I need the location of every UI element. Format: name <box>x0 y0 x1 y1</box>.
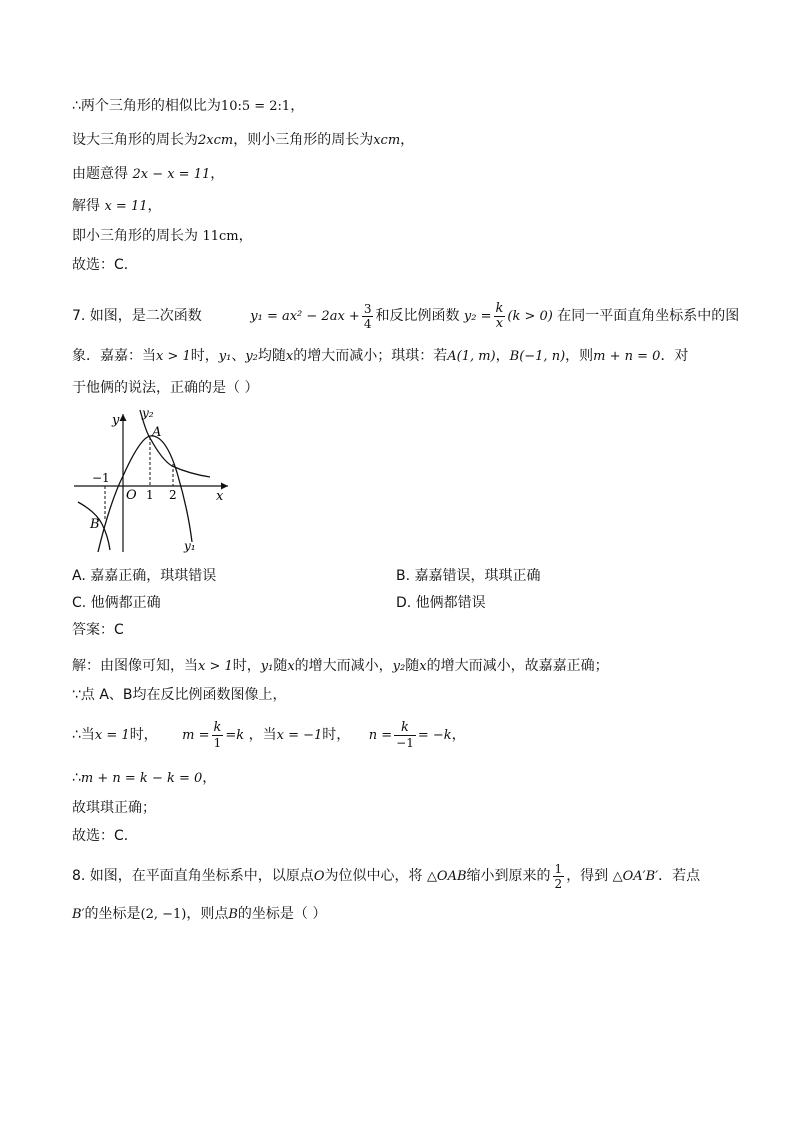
fraction <box>212 721 224 750</box>
q7-sol-line-2: ∵点 A、B均在反比例函数图像上， <box>72 687 287 703</box>
q8-line-2 <box>72 904 326 925</box>
math: y₁ <box>260 659 274 674</box>
q7-sol-line-4 <box>72 768 216 789</box>
math: △OAB <box>426 869 467 884</box>
fraction <box>394 721 416 750</box>
text: 7. 如图，是二次函数 <box>72 308 202 324</box>
text: ∴两个三角形的相似比为 <box>72 98 221 114</box>
math: y₂ = <box>463 309 492 324</box>
ratio-math: 10:5 = 2:1 <box>220 99 291 114</box>
math: y₁ = ax² − 2ax + <box>250 309 360 324</box>
math: B <box>228 907 238 922</box>
label-neg1: −1 <box>92 471 110 485</box>
option-C[interactable]: C. 他俩都正确 <box>72 595 161 611</box>
numerator: 1 <box>554 861 563 876</box>
option-A[interactable]: A. 嘉嘉正确，琪琪错误 <box>72 568 217 584</box>
sol6-line-6: 故选：C． <box>72 257 138 273</box>
math: xcm <box>373 133 401 148</box>
math: O <box>313 869 325 884</box>
parabola-y1 <box>98 436 192 552</box>
option-D[interactable]: D. 他俩都错误 <box>396 595 486 611</box>
label-2: 2 <box>169 488 177 502</box>
q7-graph <box>70 402 240 557</box>
sol6-line-5 <box>72 226 253 247</box>
math: m = <box>182 728 210 743</box>
q7-sol-line-1 <box>72 656 609 677</box>
text: 的增大而减小，故嘉嘉正确； <box>426 658 609 674</box>
math: n = <box>368 728 393 743</box>
text: 时， <box>322 727 351 743</box>
math: x <box>285 349 294 364</box>
numerator: k <box>213 719 222 735</box>
math: 11cm <box>202 229 239 244</box>
math: 2xcm <box>198 133 234 148</box>
math: x > 1 <box>198 659 233 674</box>
q7-line-2 <box>72 346 688 367</box>
text: 和反比例函数 <box>375 308 460 324</box>
text: 时， <box>232 658 261 674</box>
denominator: 2 <box>554 876 563 891</box>
text: ， <box>202 770 217 786</box>
text: 随 <box>273 658 288 674</box>
sol6-line-4 <box>72 196 161 217</box>
q7-line-1 <box>72 294 739 338</box>
math: = −k <box>417 728 452 743</box>
q7-line-3: 于他俩的说法，正确的是（ ） <box>72 380 259 396</box>
text: ，得到 <box>566 868 609 884</box>
label-1: 1 <box>146 488 154 502</box>
text: 即小三角形的周长为 <box>72 228 198 244</box>
text: 8. 如图，在平面直角坐标系中，以原点 <box>72 868 314 884</box>
text: 的增大而减小， <box>294 658 393 674</box>
denominator: −1 <box>396 735 414 750</box>
option-B[interactable]: B. 嘉嘉错误，琪琪正确 <box>396 568 541 584</box>
math: A(1, m) <box>447 349 496 364</box>
math: x > 1 <box>156 349 191 364</box>
math: y₂ <box>392 659 406 674</box>
text: ，则点 <box>186 906 229 922</box>
label-x: x <box>216 489 224 504</box>
text: ．若点 <box>658 868 701 884</box>
math: x = 1 <box>94 728 130 743</box>
text: ， <box>238 228 253 244</box>
text: ， <box>495 348 510 364</box>
numerator: k <box>495 300 504 316</box>
math: y₁ <box>218 349 232 364</box>
text: ， <box>210 166 225 182</box>
text: ．对 <box>660 348 689 364</box>
math: x = 11 <box>104 199 148 214</box>
text: 在同一平面直角坐标系中的图 <box>557 308 740 324</box>
text: 缩小到原来的 <box>466 868 551 884</box>
math: (2, −1) <box>140 907 187 922</box>
numerator: 3 <box>363 301 372 316</box>
math: x <box>287 659 295 674</box>
text: ， <box>400 132 415 148</box>
text: 象．嘉嘉：当 <box>72 348 156 364</box>
text: ， <box>451 727 466 743</box>
text: 解：由图像可知，当 <box>72 658 198 674</box>
math: m + n = k − k = 0 <box>80 771 203 786</box>
text: 的增大而减小；琪琪：若 <box>293 348 448 364</box>
denominator: x <box>495 315 504 331</box>
text: ，当 <box>248 727 277 743</box>
q8-line-1 <box>72 856 700 896</box>
math: m + n = 0 <box>593 349 661 364</box>
text: 随 <box>405 658 420 674</box>
sol6-line-2 <box>72 130 414 151</box>
math: 2x − x = 11 <box>132 167 211 182</box>
label-y1: y₁ <box>184 539 196 553</box>
sol6-line-3 <box>72 164 224 185</box>
text: 解得 <box>72 198 100 214</box>
text: ，则 <box>565 348 594 364</box>
text: 时， <box>190 348 219 364</box>
text: ，则小三角形的周长为 <box>233 132 374 148</box>
label-y2: y₂ <box>142 406 154 420</box>
q7-sol-line-5: 故琪琪正确； <box>72 800 156 816</box>
text: 为位似中心，将 <box>324 868 423 884</box>
denominator: 4 <box>363 316 372 331</box>
math: x = −1 <box>276 728 323 743</box>
sol6-line-1 <box>72 96 304 117</box>
label-y: y <box>112 413 120 428</box>
denominator: 1 <box>213 735 222 750</box>
text: 均随 <box>257 348 286 364</box>
text: ， <box>290 98 305 114</box>
q7-sol-line-3 <box>72 714 466 756</box>
text: ∴当 <box>72 727 95 743</box>
math: (k > 0) <box>507 309 553 324</box>
answer-line: 答案：C <box>72 622 124 638</box>
fraction <box>494 302 506 331</box>
text: ， <box>147 198 162 214</box>
math: B(−1, n) <box>509 349 566 364</box>
text: 设大三角形的周长为 <box>72 132 198 148</box>
label-B: B <box>90 517 100 532</box>
math: B′ <box>72 907 85 922</box>
text: 由题意得 <box>72 166 128 182</box>
math: =k <box>225 728 245 743</box>
math: △OA′B′ <box>612 869 659 884</box>
fraction <box>553 862 565 891</box>
label-O: O <box>126 488 137 503</box>
fraction <box>362 302 374 331</box>
label-A: A <box>152 425 162 440</box>
text: ∴ <box>72 770 81 786</box>
math: x <box>419 659 427 674</box>
math: y₂ <box>245 349 258 364</box>
q7-sol-line-6: 故选：C． <box>72 828 138 844</box>
numerator: k <box>394 721 416 736</box>
text: 的坐标是（ ） <box>237 906 327 922</box>
text: 、 <box>231 348 246 364</box>
text: 时， <box>129 727 158 743</box>
text: 的坐标是 <box>84 906 141 922</box>
